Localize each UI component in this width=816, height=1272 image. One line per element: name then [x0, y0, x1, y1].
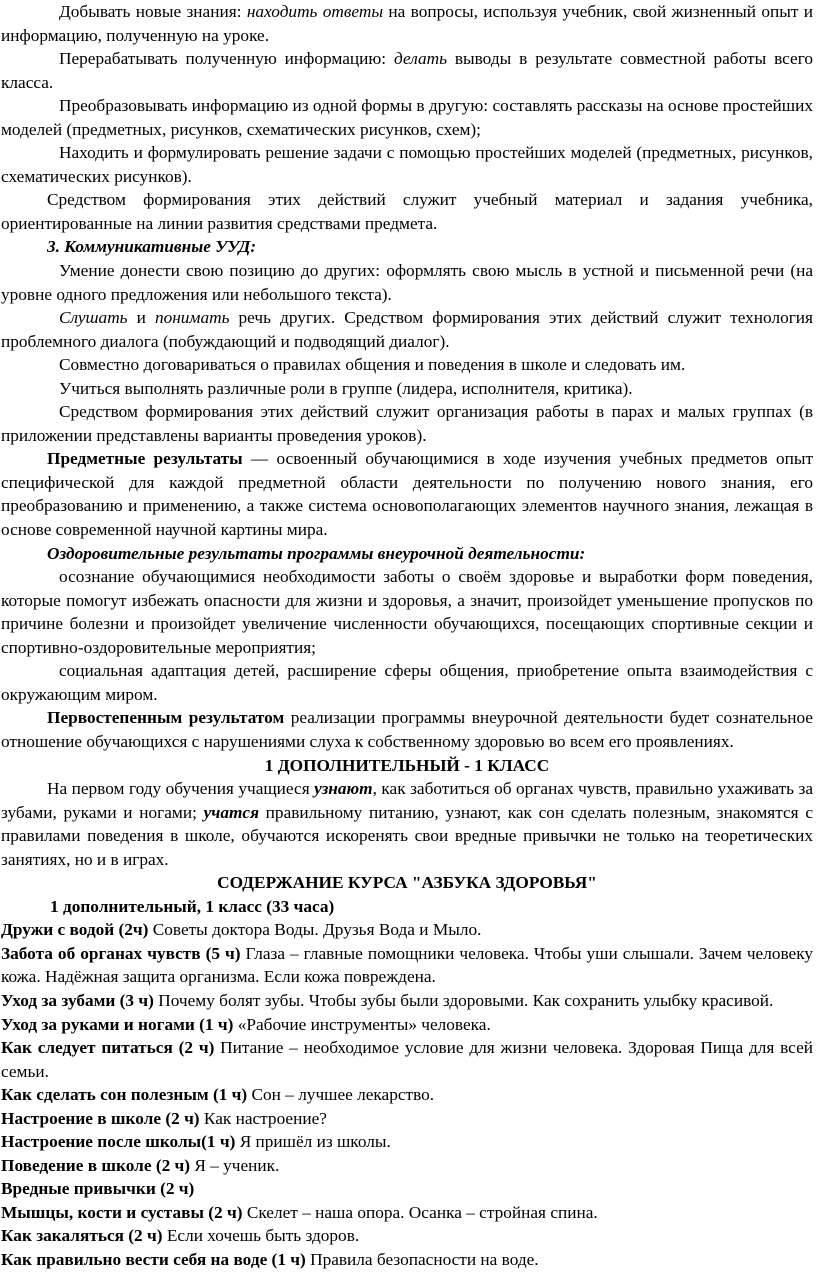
heading-course-content: СОДЕРЖАНИЕ КУРСА "АЗБУКА ЗДОРОВЬЯ": [217, 873, 597, 893]
list-item: Как закаляться (2 ч) Если хочешь быть здоров.: [1, 1226, 360, 1246]
paragraph-group-work: Средством формирования этих действий служит организация работы в парах и малых группах (в приложении представлены варианты проведения уроков).: [1, 402, 813, 445]
paragraph-first-year: На первом году обучения учащиеся узнают, как заботиться об органах чувств, правильно ухаживать за зубами, руками и ногами; учатся правильному питанию, узнают, как сон сделать полезным, знакомятся с правилами поведения в школе, обучаются искоренять свои вредные привычки не только на теоретических занятиях, но и в играх.: [1, 779, 814, 869]
emphasis-find-answers: находить ответы: [246, 2, 384, 21]
paragraph-primary-result: Первостепенным результатом реализации программы внеурочной деятельности будет сознательное отношение обучающихся с нарушениями слуха к собственному здоровью во всем его проявлениях.: [1, 708, 813, 751]
list-item: Забота об органах чувств (5 ч) Глаза – главные помощники человека. Чтобы уши слышали. Зачем человеку кожа. Надёжная защита организма. Если кожа повреждена.: [1, 943, 813, 987]
list-item: Уход за зубами (3 ч) Почему болят зубы. Чтобы зубы были здоровыми. Как сохранить улыбку красивой.: [1, 990, 774, 1010]
list-item: Вредные привычки (2 ч): [1, 1179, 195, 1199]
list-item: Уход за руками и ногами (1 ч) «Рабочие инструменты» человека.: [1, 1014, 491, 1034]
list-item: Настроение в школе (2 ч) Как настроение?: [1, 1108, 327, 1128]
paragraph-listen-understand: Слушать и понимать речь других. Средством формирования этих действий служит технология проблемного диалога (побуждающий и подводящий диалог).: [1, 308, 813, 351]
paragraph-transform-info: Преобразовывать информацию из одной формы в другую: составлять рассказы на основе простейших моделей (предметных, рисунков, схематических рисунков, схем);: [1, 96, 813, 139]
list-item: Дружи с водой (2ч) Советы доктора Воды. Друзья Вода и Мыло.: [1, 920, 482, 940]
paragraph-agree-rules: Совместно договариваться о правилах общения и поведения в школе и следовать им.: [59, 355, 686, 375]
emphasis-make: делать: [394, 49, 447, 69]
paragraph-process-info: Перерабатывать полученную информацию: делать выводы в результате совместной работы всего класса.: [1, 49, 813, 92]
paragraph-convey-position: Умение донести свою позицию до других: оформлять свою мысль в устной и письменной речи (на уровне одного предложения или небольшого текста).: [1, 261, 813, 304]
heading-course-hours: 1 дополнительный, 1 класс (33 часа): [50, 896, 335, 916]
heading-grade: 1 ДОПОЛНИТЕЛЬНЫЙ - 1 КЛАСС: [264, 755, 550, 775]
heading-communicative-uud: 3. Коммуникативные УУД:: [47, 237, 257, 257]
list-item: Как правильно вести себя на воде (1 ч) Правила безопасности на воде.: [1, 1249, 539, 1269]
paragraph-new-knowledge: Добывать новые знания: находить ответы на вопросы, используя учебник, свой жизненный опыт и информацию, полученную на уроке.: [1, 2, 813, 45]
paragraph-means-formation: Средством формирования этих действий служит учебный материал и задания учебника, ориентированные на линии развития средствами предмета.: [1, 190, 813, 233]
paragraph-social-adaptation: социальная адаптация детей, расширение сферы общения, приобретение опыта взаимодействия с окружающим миром.: [1, 661, 813, 704]
paragraph-subject-results: Предметные результаты — освоенный обучающимися в ходе изучения учебных предметов опыт специфической для каждой предметной области деятельности по получению нового знания, его преобразованию и применению, а также система основополагающих элементов научного знания, лежащая в основе современной научной картины мира.: [1, 449, 814, 540]
course-topic-list: [1, 918, 813, 1271]
list-item: Настроение после школы(1 ч) Я пришёл из школы.: [1, 1132, 391, 1152]
list-item: Мышцы, кости и суставы (2 ч) Скелет – наша опора. Осанка – стройная спина.: [1, 1202, 598, 1222]
heading-health-results: Оздоровительные результаты программы внеурочной деятельности:: [47, 543, 586, 563]
list-item: Как следует питаться (2 ч) Питание – необходимое условие для жизни человека. Здоровая Пища для всей семьи.: [1, 1038, 813, 1081]
paragraph-health-awareness: осознание обучающимися необходимости заботы о своём здоровье и выработки форм поведения, которые помогут избежать опасности для жизни и здоровья, а значит, произойдет уменьшение пропусков по причине болезни и произойдет увеличение численности обучающихся, посещающих спортивные секции и спортивно-оздоровительные мероприятия;: [1, 567, 813, 657]
list-item: Поведение в школе (2 ч) Я – ученик.: [1, 1155, 280, 1175]
paragraph-group-roles: Учиться выполнять различные роли в группе (лидера, исполнителя, критика).: [59, 378, 633, 398]
paragraph-find-solution: Находить и формулировать решение задачи с помощью простейших моделей (предметных, рисунков, схематических рисунков).: [1, 143, 813, 186]
list-item: Как сделать сон полезным (1 ч) Сон – лучшее лекарство.: [1, 1085, 435, 1105]
